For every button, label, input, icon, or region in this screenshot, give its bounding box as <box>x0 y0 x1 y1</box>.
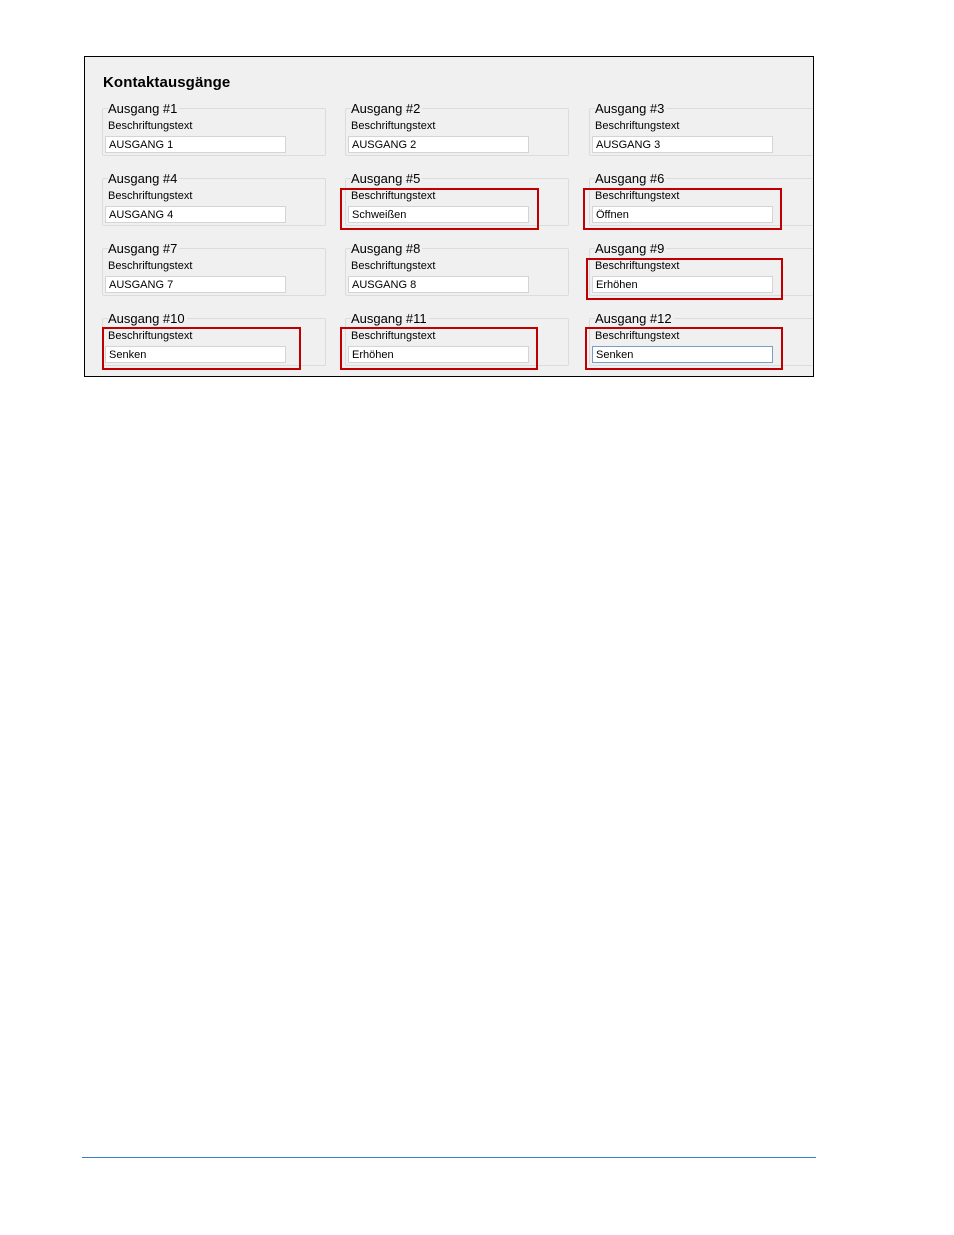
output-legend-10: Ausgang #10 <box>108 311 185 326</box>
output-group-8 <box>345 241 571 297</box>
output-group-7 <box>102 241 328 297</box>
output-input-1[interactable] <box>105 136 286 153</box>
output-group-12 <box>589 311 814 367</box>
kontaktausgaenge-panel <box>84 56 814 377</box>
output-legend-12: Ausgang #12 <box>595 311 672 326</box>
output-input-7[interactable] <box>105 276 286 293</box>
output-label-2: Beschriftungstext <box>351 120 436 132</box>
output-label-9: Beschriftungstext <box>595 260 680 272</box>
output-legend-11: Ausgang #11 <box>351 311 427 326</box>
panel-title: Kontaktausgänge <box>103 74 231 91</box>
output-legend-4: Ausgang #4 <box>108 171 178 186</box>
output-input-2[interactable] <box>348 136 529 153</box>
output-input-12[interactable] <box>592 346 773 363</box>
output-group-11 <box>345 311 571 367</box>
output-label-11: Beschriftungstext <box>351 330 436 342</box>
output-label-10: Beschriftungstext <box>108 330 193 342</box>
output-input-8[interactable] <box>348 276 529 293</box>
output-input-9[interactable] <box>592 276 773 293</box>
output-label-3: Beschriftungstext <box>595 120 680 132</box>
output-input-3[interactable] <box>592 136 773 153</box>
output-group-6 <box>589 171 814 227</box>
output-legend-7: Ausgang #7 <box>108 241 178 256</box>
output-group-10 <box>102 311 328 367</box>
output-group-9 <box>589 241 814 297</box>
output-label-8: Beschriftungstext <box>351 260 436 272</box>
output-label-4: Beschriftungstext <box>108 190 193 202</box>
output-input-6[interactable] <box>592 206 773 223</box>
output-label-5: Beschriftungstext <box>351 190 436 202</box>
output-input-11[interactable] <box>348 346 529 363</box>
output-group-1 <box>102 101 328 157</box>
output-group-4 <box>102 171 328 227</box>
output-legend-8: Ausgang #8 <box>351 241 421 256</box>
output-group-3 <box>589 101 814 157</box>
output-label-12: Beschriftungstext <box>595 330 680 342</box>
output-legend-1: Ausgang #1 <box>108 101 178 116</box>
output-label-1: Beschriftungstext <box>108 120 193 132</box>
footer-rule <box>82 1157 816 1158</box>
output-input-10[interactable] <box>105 346 286 363</box>
output-group-5 <box>345 171 571 227</box>
output-input-5[interactable] <box>348 206 529 223</box>
output-legend-3: Ausgang #3 <box>595 101 665 116</box>
output-group-2 <box>345 101 571 157</box>
output-input-4[interactable] <box>105 206 286 223</box>
output-legend-6: Ausgang #6 <box>595 171 665 186</box>
output-label-6: Beschriftungstext <box>595 190 680 202</box>
output-legend-2: Ausgang #2 <box>351 101 421 116</box>
output-legend-9: Ausgang #9 <box>595 241 665 256</box>
output-label-7: Beschriftungstext <box>108 260 193 272</box>
output-legend-5: Ausgang #5 <box>351 171 421 186</box>
